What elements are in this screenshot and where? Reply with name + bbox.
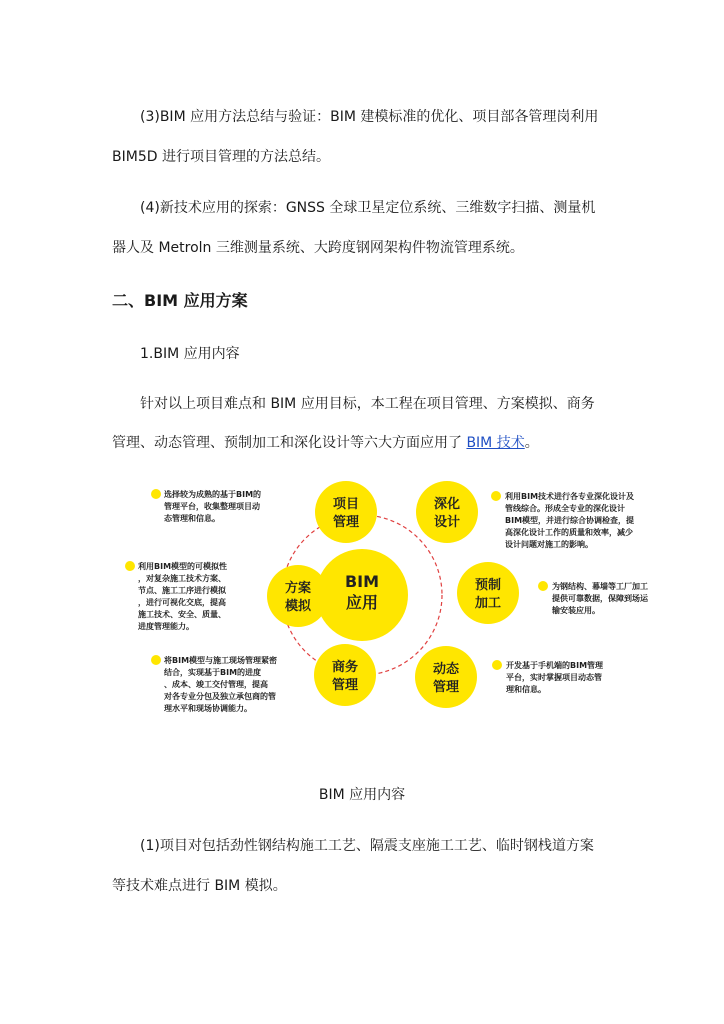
node-xmgl-label-1: 项目 xyxy=(332,497,360,512)
bullet-icon xyxy=(125,561,135,571)
note-yzjg-line-1: 为钢结构、幕墙等工厂加工 xyxy=(552,582,648,591)
note-shsj-line-5: 设计问题对施工的影响。 xyxy=(505,540,593,549)
note-yzjg-line-2: 提供可靠数据，保障到场运 xyxy=(552,594,648,603)
note-xmgl-line-3: 态管理和信息。 xyxy=(164,514,220,523)
note-swgl-line-1: 将BIM模型与施工现场管理紧密 xyxy=(164,656,278,665)
bullet-icon xyxy=(491,491,501,501)
note-faml-line-2: ，对复杂施工技术方案、 xyxy=(138,574,226,583)
bullet-icon xyxy=(538,581,548,591)
node-yzjg xyxy=(457,562,519,624)
note-dtgl xyxy=(492,660,604,694)
note-faml-line-3: 节点、施工工序进行模拟 xyxy=(138,586,226,595)
node-swgl-label-2: 管理 xyxy=(331,678,359,693)
note-yzjg-line-3: 输安装应用。 xyxy=(552,606,600,615)
center-label-1: BIM xyxy=(344,572,380,591)
paragraph-3-line-1: (3)BIM 应用方法总结与验证：BIM 建模标准的优化、项目部各管理岗利用 xyxy=(140,109,599,125)
node-xmgl xyxy=(315,481,377,543)
note-swgl xyxy=(151,655,277,713)
bim-tech-link[interactable]: BIM 技术 xyxy=(466,435,525,451)
note-faml-line-1: 利用BIM模型的可模拟性 xyxy=(138,562,228,571)
bim-application-diagram xyxy=(112,470,648,720)
note-xmgl-line-1: 选择较为成熟的基于BIM的 xyxy=(164,490,262,499)
node-shsj-circle xyxy=(416,481,478,543)
node-dtgl xyxy=(415,646,477,708)
note-swgl-line-4: 对各专业分包及独立承包商的管 xyxy=(164,692,276,701)
note-shsj xyxy=(491,491,634,549)
node-xmgl-circle xyxy=(315,481,377,543)
node-shsj-label-1: 深化 xyxy=(433,497,461,512)
note-faml-line-4: ，进行可视化交底，提高 xyxy=(138,598,226,607)
bullet-icon xyxy=(492,660,502,670)
node-yzjg-label-2: 加工 xyxy=(474,596,502,611)
note-faml-line-5: 施工技术、安全、质量、 xyxy=(138,610,226,619)
node-faml-label-2: 模拟 xyxy=(284,599,312,614)
paragraph-4-line-2: 器人及 Metroln 三维测量系统、大跨度钢网架构件物流管理系统。 xyxy=(112,240,524,256)
node-yzjg-label-1: 预制 xyxy=(474,578,502,593)
center-label-2: 应用 xyxy=(345,593,379,612)
note-swgl-line-3: 、成本、竣工交付管理，提高 xyxy=(164,680,268,689)
note-faml xyxy=(125,561,227,631)
node-dtgl-label-2: 管理 xyxy=(432,680,460,695)
note-shsj-line-1: 利用BIM技术进行各专业深化设计及 xyxy=(505,492,635,501)
node-swgl-label-1: 商务 xyxy=(331,660,359,675)
node-xmgl-label-2: 管理 xyxy=(332,515,360,530)
node-faml-label-1: 方案 xyxy=(284,581,312,596)
node-dtgl-circle xyxy=(415,646,477,708)
note-dtgl-line-3: 理和信息。 xyxy=(506,685,546,694)
node-faml-circle xyxy=(267,565,329,627)
intro-line-2-suffix: 。 xyxy=(524,435,539,451)
note-xmgl-line-2: 管理平台，收集整理项目动 xyxy=(164,502,260,511)
note-dtgl-line-2: 平台，实时掌握项目动态管 xyxy=(506,673,602,682)
bullet-icon xyxy=(151,655,161,665)
node-swgl-circle xyxy=(314,644,376,706)
note-shsj-line-3: BIM模型，并进行综合协调检查，提 xyxy=(505,516,635,525)
node-faml xyxy=(267,565,329,627)
intro-line-2-prefix: 管理、动态管理、预制加工和深化设计等六大方面应用了 xyxy=(112,435,467,451)
node-swgl xyxy=(314,644,376,706)
note-xmgl xyxy=(151,489,261,523)
node-yzjg-circle xyxy=(457,562,519,624)
bullet-icon xyxy=(151,489,161,499)
paragraph-3-line-2: BIM5D 进行项目管理的方法总结。 xyxy=(112,149,330,165)
note-faml-line-6: 进度管理能力。 xyxy=(138,622,194,631)
node-shsj xyxy=(416,481,478,543)
intro-line-1: 针对以上项目难点和 BIM 应用目标，本工程在项目管理、方案模拟、商务 xyxy=(140,396,595,412)
section-heading: 二、BIM 应用方案 xyxy=(112,291,248,310)
figure-caption: BIM 应用内容 xyxy=(318,787,406,803)
node-shsj-label-2: 设计 xyxy=(433,515,461,530)
p1-line-1: (1)项目对包括劲性钢结构施工工艺、隔震支座施工工艺、临时钢栈道方案 xyxy=(140,838,594,854)
subheading: 1.BIM 应用内容 xyxy=(140,346,240,362)
note-shsj-line-2: 管线综合。形成全专业的深化设计 xyxy=(505,504,625,513)
p1-line-2: 等技术难点进行 BIM 模拟。 xyxy=(112,878,287,894)
note-swgl-line-5: 理水平和现场协调能力。 xyxy=(164,704,252,713)
note-yzjg xyxy=(538,581,649,615)
paragraph-4-line-1: (4)新技术应用的探索：GNSS 全球卫星定位系统、三维数字扫描、测量机 xyxy=(140,200,596,216)
note-dtgl-line-1: 开发基于手机端的BIM管理 xyxy=(506,661,604,670)
node-dtgl-label-1: 动态 xyxy=(432,662,460,677)
note-shsj-line-4: 高深化设计工作的质量和效率，减少 xyxy=(505,528,633,537)
note-swgl-line-2: 结合，实现基于BIM的进度 xyxy=(164,668,262,677)
intro-line-2 xyxy=(112,433,612,453)
